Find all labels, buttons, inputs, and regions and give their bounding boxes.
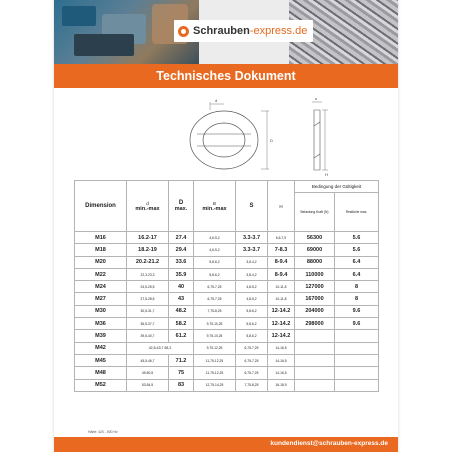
cell-b-range: 9,75-10,25	[194, 318, 236, 330]
cell-b-range: 9,75-10,25	[194, 330, 236, 342]
cell-s: 4,8-5,2	[236, 293, 268, 305]
cell-s: 6,75-7,25	[236, 367, 268, 379]
cell-h: 8-9.4	[268, 256, 295, 268]
cell-b-range: 5,8-6,2	[194, 256, 236, 268]
cell-dimension: M39	[75, 330, 127, 342]
table-body	[75, 232, 379, 392]
cell-d-range: 53-54,5	[127, 379, 169, 391]
cell-rest: 8	[335, 281, 379, 293]
cell-s: 3.3-3.7	[236, 232, 268, 244]
cell-d-outer: 40	[169, 281, 194, 293]
cell-d-outer: 27.4	[169, 232, 194, 244]
cell-dimension: M22	[75, 268, 127, 280]
table-row	[75, 305, 379, 317]
document-page	[54, 0, 398, 452]
table-row	[75, 354, 379, 366]
header-h: H	[268, 181, 295, 232]
cell-load	[295, 330, 335, 342]
header-b: B min.-max	[194, 181, 236, 232]
cell-d-outer: 33.6	[169, 256, 194, 268]
spring-washer-drawing	[149, 96, 329, 178]
cell-h: 10-11,8	[268, 281, 295, 293]
cell-h: 14-16,5	[268, 354, 295, 366]
cell-h: 8-9.4	[268, 268, 295, 280]
hardness-note: Härte: 420 - 500 Hv	[88, 430, 118, 434]
cell-dimension: M20	[75, 256, 127, 268]
cell-d-range: 30,5-31,7	[127, 305, 169, 317]
header-s: S	[236, 181, 268, 232]
cell-rest: 5.6	[335, 244, 379, 256]
cell-load	[295, 379, 335, 391]
cell-rest	[335, 379, 379, 391]
cell-s: 4,8-5,2	[236, 281, 268, 293]
table-row	[75, 281, 379, 293]
footer-email[interactable]: kundendienst@schrauben-express.de	[270, 440, 388, 447]
cell-b-range: 11,75-12,25	[194, 367, 236, 379]
cell-d-outer: 83	[169, 379, 194, 391]
cell-b-range: 9,75-12,25	[194, 342, 236, 354]
cell-b-range: 12,75-14,25	[194, 379, 236, 391]
cell-s: 6,75-7,25	[236, 354, 268, 366]
cell-s: 3,8-4,2	[236, 256, 268, 268]
logo-mark-icon	[178, 26, 189, 37]
cell-h: 7-8.3	[268, 244, 295, 256]
cell-b-range: 6,75-7,25	[194, 281, 236, 293]
cell-rest	[335, 330, 379, 342]
table-row	[75, 232, 379, 244]
cell-b-range: 11,75-12,25	[194, 354, 236, 366]
header-d-inner: d min.-max	[127, 181, 169, 232]
cell-b-range: 7,75-8,25	[194, 305, 236, 317]
cell-h: 14-16,5	[268, 342, 295, 354]
cell-d-outer: 58.2	[169, 318, 194, 330]
cell-dimension: M42	[75, 342, 127, 354]
cell-b-range: 5,8-6,2	[194, 268, 236, 280]
cell-s: 5,8-6,2	[236, 330, 268, 342]
header-d-outer: D max.	[169, 181, 194, 232]
dim-label-s: s	[315, 96, 317, 101]
table-row	[75, 379, 379, 391]
header-dimension: Dimension	[75, 181, 127, 232]
cell-d-range: 27,5-28,5	[127, 293, 169, 305]
cell-rest: 5.6	[335, 232, 379, 244]
cell-h: 14-16,5	[268, 367, 295, 379]
cell-s: 3,8-4,2	[236, 268, 268, 280]
cell-dimension: M18	[75, 244, 127, 256]
cell-load	[295, 354, 335, 366]
cell-load: 127000	[295, 281, 335, 293]
cell-rest	[335, 354, 379, 366]
cell-load	[295, 342, 335, 354]
cell-d-range: 20.2-21.2	[127, 256, 169, 268]
cell-load: 69000	[295, 244, 335, 256]
cell-d-range: 18.2-19	[127, 244, 169, 256]
cell-d-range: 24,5-25,5	[127, 281, 169, 293]
cell-dimension: M16	[75, 232, 127, 244]
table-row	[75, 268, 379, 280]
cell-d-range: 39,5-40,7	[127, 330, 169, 342]
table-row	[75, 367, 379, 379]
dim-label-d: d	[215, 98, 218, 103]
cell-rest: 9.6	[335, 318, 379, 330]
cell-b-range: 4,6-5,2	[194, 244, 236, 256]
cell-d-range: 22,3-23,3	[127, 268, 169, 280]
table-row	[75, 244, 379, 256]
cell-rest: 6.4	[335, 268, 379, 280]
cell-dimension: M45	[75, 354, 127, 366]
table-row	[75, 318, 379, 330]
cell-h: 10-11,8	[268, 293, 295, 305]
cell-load: 204000	[295, 305, 335, 317]
cell-s: 6,75-7,25	[236, 342, 268, 354]
page-title: Technisches Dokument	[156, 69, 296, 83]
header-belastung: Belastung Kraft (N)	[295, 193, 335, 232]
cell-load	[295, 367, 335, 379]
cell-dimension: M27	[75, 293, 127, 305]
brand-logo	[174, 20, 313, 42]
dim-label-h: H	[325, 172, 328, 177]
cell-s: 7,75-8,25	[236, 379, 268, 391]
cell-d-outer: 29.4	[169, 244, 194, 256]
cell-dimension: M52	[75, 379, 127, 391]
cell-load: 88000	[295, 256, 335, 268]
footer-band	[54, 437, 398, 452]
washer-spec-table	[74, 180, 379, 392]
cell-h: 6,6-7,9	[268, 232, 295, 244]
cell-load: 298000	[295, 318, 335, 330]
cell-load: 110000	[295, 268, 335, 280]
table-row	[75, 293, 379, 305]
cell-h: 12-14.2	[268, 305, 295, 317]
header-bedingung: Bedingung der Gültigkeit	[295, 181, 379, 193]
cell-b-range: 6,75-7,25	[194, 293, 236, 305]
header-rueckhalte: Restliche max.	[335, 193, 379, 232]
cell-s: 5,8-6,2	[236, 305, 268, 317]
cell-rest: 9.6	[335, 305, 379, 317]
cell-d-range: 36,5-37,7	[127, 318, 169, 330]
table-row	[75, 342, 379, 354]
table-row	[75, 330, 379, 342]
cell-h: 16-18,9	[268, 379, 295, 391]
dim-label-big-d: D	[270, 138, 273, 143]
logo-text: Schrauben-express.de	[193, 25, 308, 37]
title-band	[54, 64, 398, 88]
cell-rest	[335, 367, 379, 379]
cell-rest: 6.4	[335, 256, 379, 268]
cell-dimension: M30	[75, 305, 127, 317]
cell-rest	[335, 342, 379, 354]
cell-d-range: 49-50,5	[127, 367, 169, 379]
cell-d-outer: 75	[169, 367, 194, 379]
cell-h: 12-14.2	[268, 330, 295, 342]
cell-d-merged: 42,5-43,7 65,2	[127, 342, 194, 354]
cell-s: 5,8-6,2	[236, 318, 268, 330]
cell-d-range: 16.2-17	[127, 232, 169, 244]
cell-d-outer: 35.9	[169, 268, 194, 280]
cell-d-outer: 71.2	[169, 354, 194, 366]
cell-rest: 8	[335, 293, 379, 305]
cell-d-outer: 43	[169, 293, 194, 305]
cell-s: 3.3-3.7	[236, 244, 268, 256]
cell-b-range: 4,6-5,2	[194, 232, 236, 244]
cell-load: 167000	[295, 293, 335, 305]
cell-d-outer: 61.2	[169, 330, 194, 342]
cell-h: 12-14.2	[268, 318, 295, 330]
cell-dimension: M36	[75, 318, 127, 330]
cell-dimension: M48	[75, 367, 127, 379]
cell-d-range: 45,5-46,7	[127, 354, 169, 366]
cell-load: 56300	[295, 232, 335, 244]
cell-dimension: M24	[75, 281, 127, 293]
table-row	[75, 256, 379, 268]
cell-d-outer: 48.2	[169, 305, 194, 317]
